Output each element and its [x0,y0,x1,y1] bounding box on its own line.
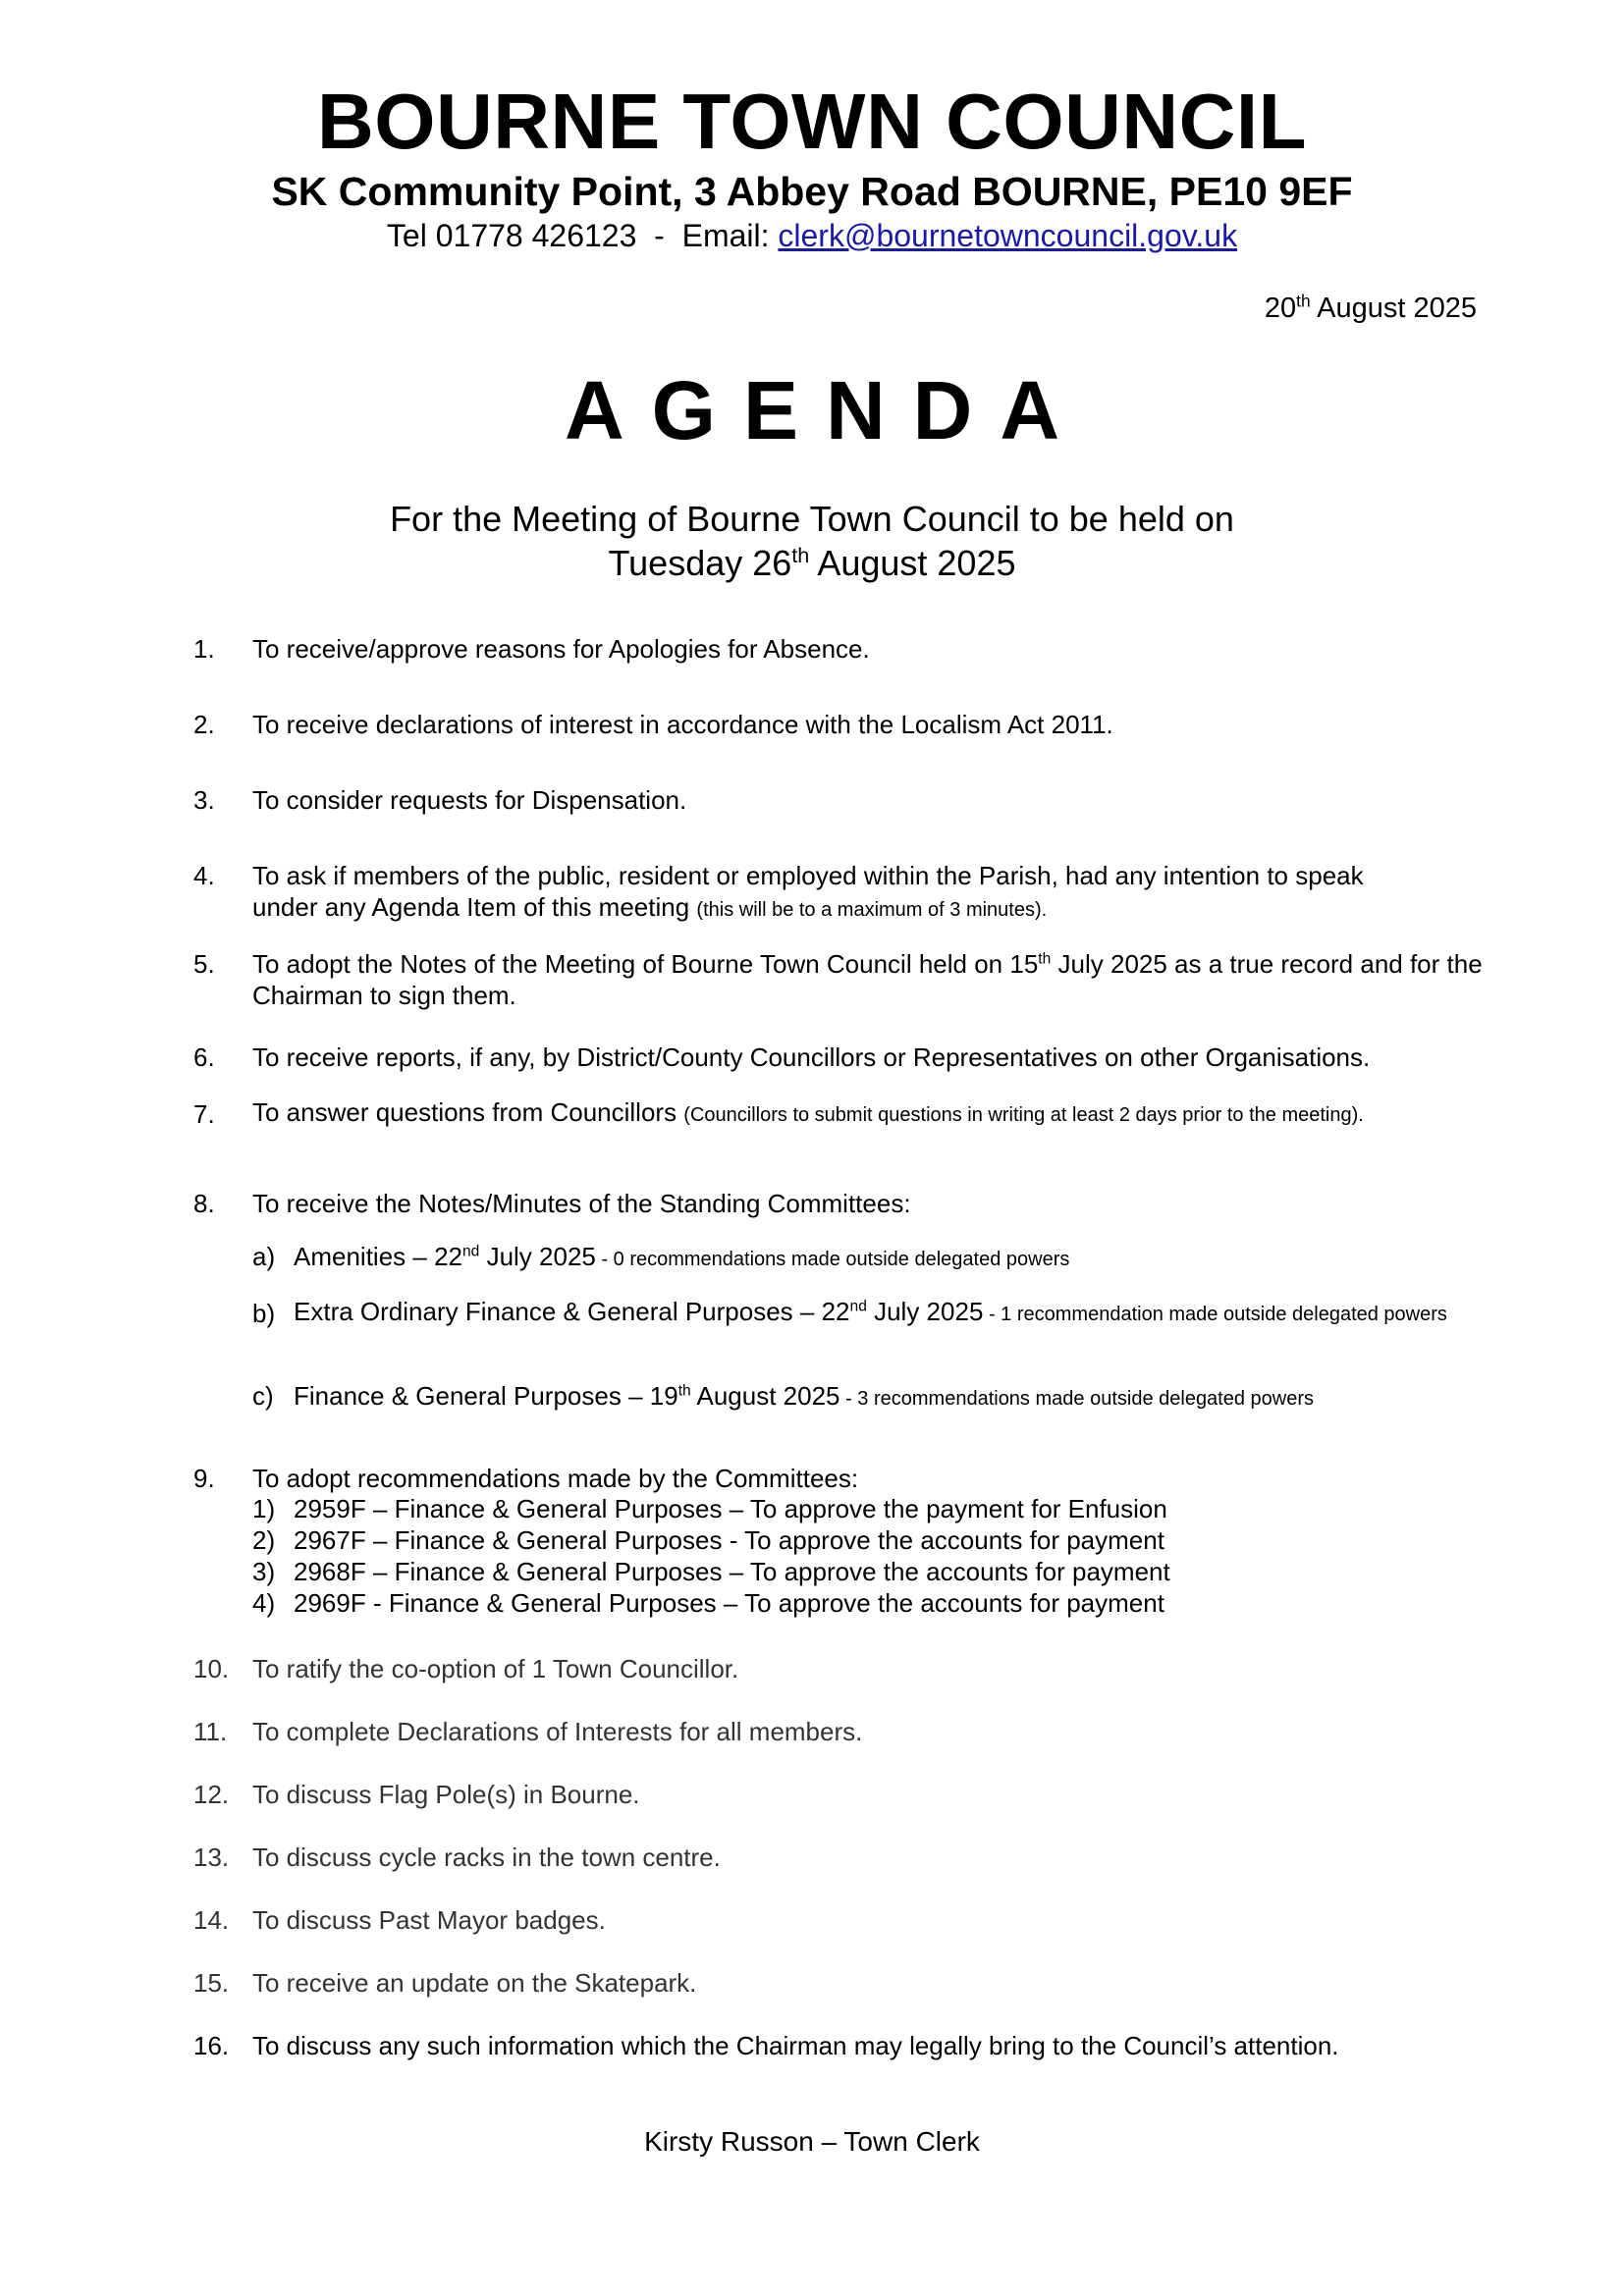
agenda-title: AGENDA [564,364,1087,456]
council-address: SK Community Point, 3 Abbey Road BOURNE, PE10 9EF [271,169,1353,214]
letter-date: 20th August 2025 [1264,291,1477,324]
clerk-signature: Kirsty Russon – Town Clerk [644,2126,980,2157]
email-link[interactable]: clerk@bournetowncouncil.gov.uk [778,218,1238,253]
meeting-date: Tuesday 26th August 2025 [608,543,1016,583]
contact-line [0,218,1624,254]
agenda-page: BOURNE TOWN COUNCIL SK Community Point, 3 Abbey Road BOURNE, PE10 9EF Tel 01778 426123 - Email: clerk@bournetowncouncil.gov.uk 20th August 2025 AGENDA For the Meeting of Bourne Town Council to be held on Tuesday 26th August 2025 1. To receive/approve reasons for Apologies for Absence. 2. To receive declarations of interest in accordance with the Localism Act 2011. 3. To consider requests for Dispensation. 4. To ask if members of the public, resident or employed within the Parish, had any intention to speak under any Agenda Item of this meeting (this will be to a maximum of 3 minutes). 5. To adopt the Notes of the Meeting of Bourne Town Council held on 15th July 2025 as a true record and for the Chairman to sign them. 6. To receive reports, if any, by District/County Councillors or Representatives on other Organisations. 7. To answer questions from Councillors (Councillors to submit questions in writing at least 2 days prior to the meeting). 8. To receive the Notes/Minutes of the Standing Committees: a) Amenities – 22nd July 2025 - 0 recommendations made outside delegated powers b) Extra Ordinary Finance & General Purposes – 22nd July 2025 - 1 recommendation made outside delegated powers c) Finance & General Purposes – 19th August 2025 - 3 recommendations made outside delegated powers 9. To adopt recommendations made by the Committees: 1) 2959F – Finance & General Purposes – To approve the payment for Enfusion 2) 2967F – Finance & General Purposes - To approve the accounts for payment 3) 2968F – Finance & General Purposes – To approve the accounts for payment 4) 2969F - Finance & General Purposes – To approve the accounts for payment 10. To ratify the co-option of 1 Town Councillor. 11. To complete Declarations of Interests for all members. 12. To discuss Flag Pole(s) in Bourne. 13. To discuss cycle racks in the town centre. 14. To discuss Past Mayor badges. 15. To receive an update on the Skatepark. 16. To discuss any such information which the Chairman may legally bring to the Council’s attention. Kirsty Russon – Town Clerk [0,0,1624,2296]
council-name: BOURNE TOWN COUNCIL [317,78,1307,165]
phone-text: Tel 01778 426123 - Email: [386,218,779,253]
meeting-subtitle: For the Meeting of Bourne Town Council to be held on [390,499,1234,539]
